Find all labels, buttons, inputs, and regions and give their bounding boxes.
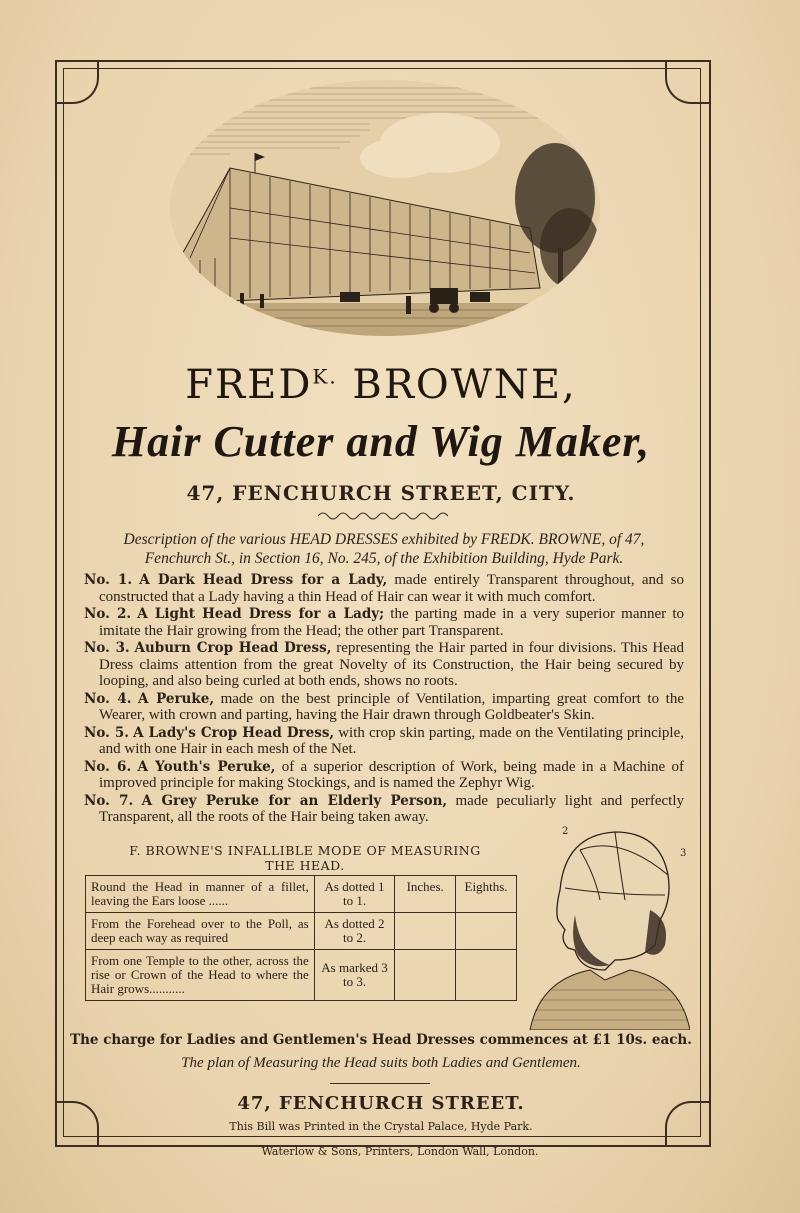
fig-label-3: 3 — [680, 848, 687, 859]
trade-title: Hair Cutter and Wig Maker, — [111, 417, 651, 466]
proprietor-name — [63, 362, 699, 408]
measure-title: F. BROWNE'S INFALLIBLE MODE OF MEASURING THE HEAD. — [129, 843, 481, 873]
list-item: No. 6. A Youth's Peruke, of a superior description of Work, being made in a Machine of improved principle for making Stockings, and is named the Zephyr Wig. — [84, 758, 684, 791]
list-item: No. 2. A Light Head Dress for a Lady; the parting made in a very superior manner to imitate the Hair growing from the Head; the other part Transparent. — [84, 606, 684, 639]
list-item: No. 5. A Lady's Crop Head Dress, with crop skin parting, made on the Ventilating principle, and with one Hair in each mesh of the Net. — [84, 724, 684, 757]
inches-cell — [395, 913, 456, 950]
description-block — [84, 530, 684, 568]
inches-cell — [395, 950, 456, 1001]
name-rest: BROWNE, — [337, 362, 577, 408]
footer-address: 47, FENCHURCH STREET. — [237, 1093, 525, 1114]
list-item: No. 4. A Peruke, made on the best principle of Ventilation, imparting great comfort to the Wearer, with crown and parting, having the Hair drawn through Goldbeater's Skin. — [84, 690, 684, 723]
list-item: No. 7. A Grey Peruke for an Elderly Person, made peculiarly light and perfectly Transparent, all the roots of the Hair being taken away. — [84, 792, 684, 825]
printed-note: This Bill was Printed in the Crystal Palace, Hyde Park. — [229, 1120, 533, 1133]
table-cell: From the Forehead over to the Poll, as deep each way as required — [86, 913, 315, 950]
measurement-table — [85, 875, 517, 1001]
head-measuring-illustration — [520, 820, 690, 1030]
fig-label-2: 2 — [562, 826, 569, 837]
name-main: FRED — [185, 362, 313, 408]
printer-credit: Waterlow & Sons, Printers, London Wall, London. — [261, 1145, 539, 1158]
header-address: 47, FENCHURCH STREET, CITY. — [186, 481, 576, 505]
table-cell: From one Temple to the other, across the rise or Crown of the Head to where the Hair grows........... — [86, 950, 315, 1001]
description-line-1: Description of the various HEAD DRESSES exhibited by FREDK. BROWNE, of 47, — [123, 531, 645, 548]
eighths-cell — [456, 950, 517, 1001]
plan-text: The plan of Measuring the Head suits both Ladies and Gentlemen. — [181, 1055, 581, 1071]
divider-rule — [330, 1083, 430, 1084]
list-item: No. 3. Auburn Crop Head Dress, representing the Hair parted in four divisions. This Head Dress claims attention from the great Novelty of its Construction, the Hair being secured by looping, and also being curled at both ends, shows no roots. — [84, 640, 684, 689]
table-row — [86, 876, 517, 913]
name-sup: K. — [312, 364, 338, 389]
table-cell: Round the Head in manner of a fillet, leaving the Ears loose ...... — [86, 876, 315, 913]
list-item: No. 1. A Dark Head Dress for a Lady, made entirely Transparent throughout, and so constructed that a Lady having a thin Head of Hair can wear it with much comfort. — [84, 572, 684, 605]
table-row — [86, 913, 517, 950]
charge-text: The charge for Ladies and Gentlemen's Head Dresses commences at £1 10s. each. — [70, 1032, 692, 1048]
table-row — [86, 950, 517, 1001]
inches-header: Inches. — [395, 876, 456, 913]
eighths-header: Eighths. — [456, 876, 517, 913]
decorative-squiggle — [318, 510, 448, 522]
table-cell: As dotted 1 to 1. — [314, 876, 395, 913]
eighths-cell — [456, 913, 517, 950]
table-cell: As marked 3 to 3. — [314, 950, 395, 1001]
description-line-2: Fenchurch St., in Section 16, No. 245, of the Exhibition Building, Hyde Park. — [144, 550, 624, 567]
table-cell: As dotted 2 to 2. — [314, 913, 395, 950]
head-dress-list — [84, 572, 684, 827]
crystal-palace-engraving — [170, 78, 600, 338]
